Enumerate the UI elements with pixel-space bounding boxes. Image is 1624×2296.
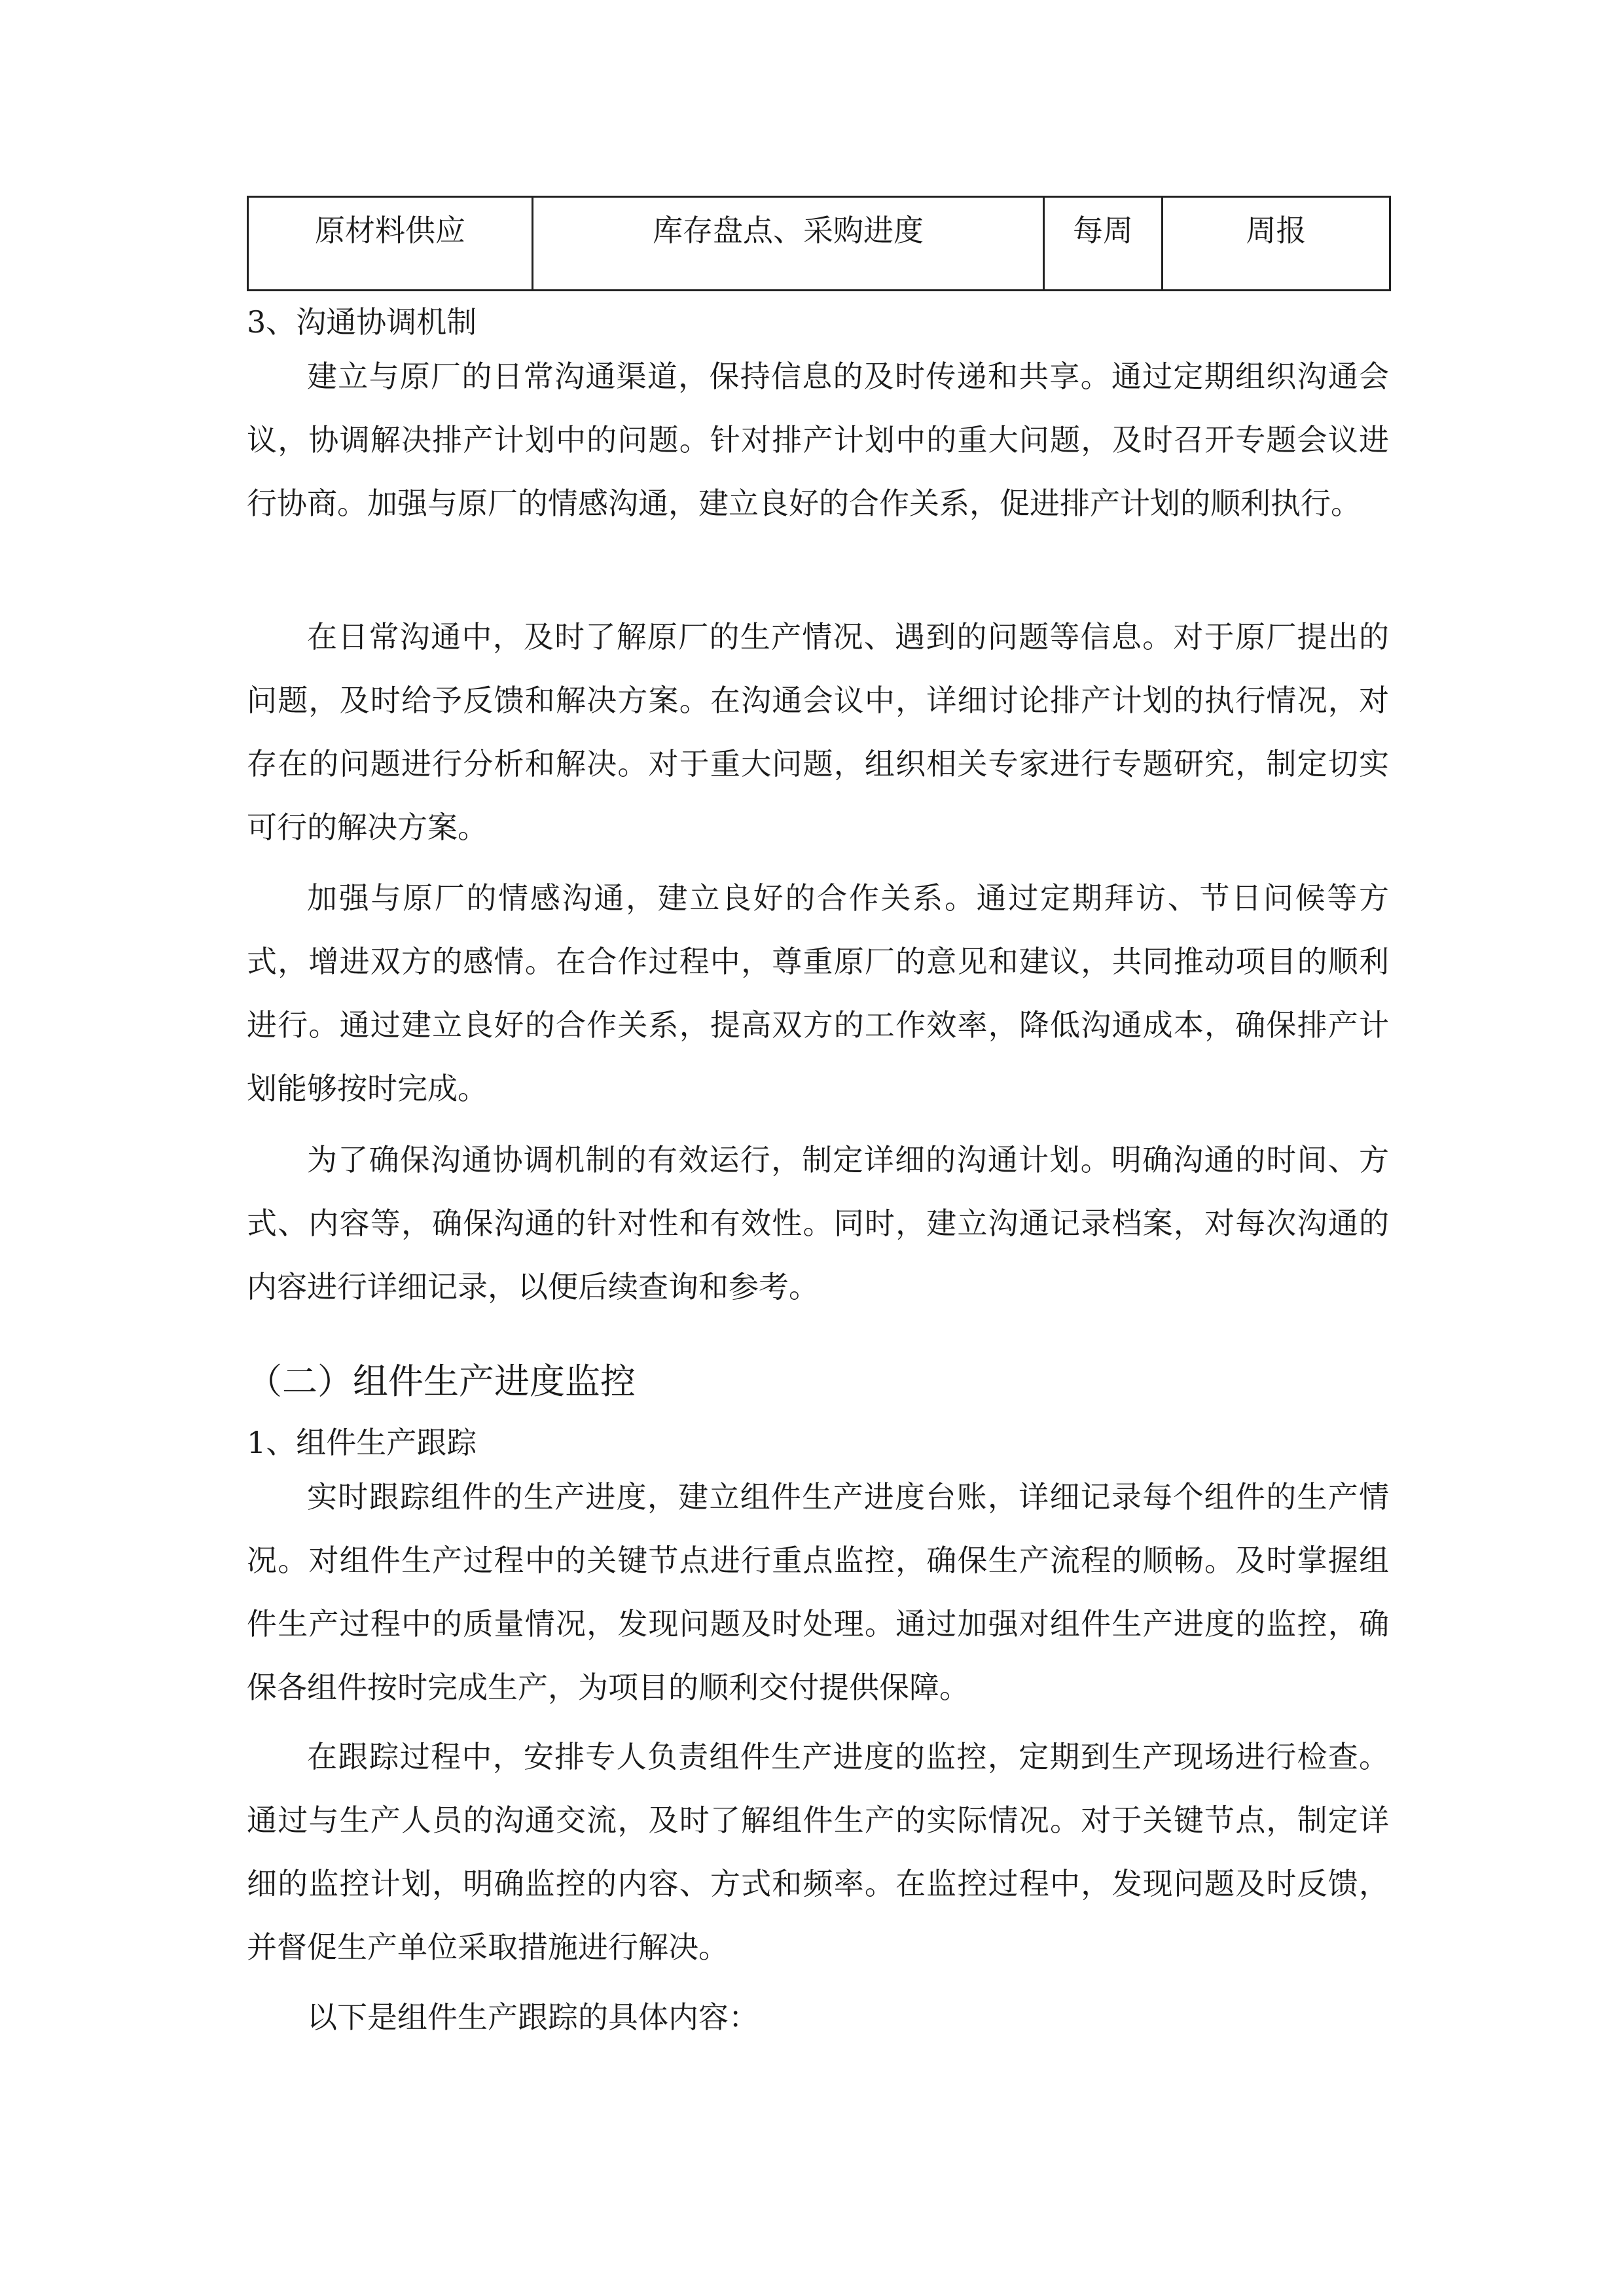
paragraph: 建立与原厂的日常沟通渠道，保持信息的及时传递和共享。通过定期组织沟通会议，协调解决排产计划中的问题。针对排产计划中的重大问题，及时召开专题会议进行协商。加强与原厂的情感沟通，建立良好的合作关系，促进排产计划的顺利执行。 <box>247 359 1389 521</box>
part-heading-progress-monitoring: （二）组件生产进度监控 <box>247 1361 636 1402</box>
section-heading-communication: 3、沟通协调机制 <box>247 304 477 340</box>
table-cell-frequency: 每周 <box>1044 197 1163 291</box>
paragraph: 加强与原厂的情感沟通，建立良好的合作关系。通过定期拜访、节日问候等方式，增进双方的感情。在合作过程中，尊重原厂的意见和建议，共同推动项目的顺利进行。通过建立良好的合作关系，提高双方的工作效率，降低沟通成本，确保排产计划能够按时完成。 <box>247 880 1389 1106</box>
paragraph: 在跟踪过程中，安排专人负责组件生产进度的监控，定期到生产现场进行检查。通过与生产人员的沟通交流，及时了解组件生产的实际情况。对于关键节点，制定详细的监控计划，明确监控的内容、方式和频率。在监控过程中，发现问题及时反馈，并督促生产单位采取措施进行解决。 <box>247 1739 1389 1965</box>
table-cell-item: 原材料供应 <box>248 197 533 291</box>
paragraph: 以下是组件生产跟踪的具体内容： <box>307 2000 759 2035</box>
paragraph: 实时跟踪组件的生产进度，建立组件生产进度台账，详细记录每个组件的生产情况。对组件生产过程中的关键节点进行重点监控，确保生产流程的顺畅。及时掌握组件生产过程中的质量情况，发现问题及时处理。通过加强对组件生产进度的监控，确保各组件按时完成生产，为项目的顺利交付提供保障。 <box>247 1479 1389 1705</box>
table-cell-content: 库存盘点、采购进度 <box>533 197 1044 291</box>
table-cell-format: 周报 <box>1163 197 1390 291</box>
paragraph: 在日常沟通中，及时了解原厂的生产情况、遇到的问题等信息。对于原厂提出的问题，及时给予反馈和解决方案。在沟通会议中，详细讨论排产计划的执行情况，对存在的问题进行分析和解决。对于重大问题，组织相关专家进行专题研究，制定切实可行的解决方案。 <box>247 619 1389 845</box>
subsection-heading-tracking: 1、组件生产跟踪 <box>247 1425 477 1460</box>
paragraph: 为了确保沟通协调机制的有效运行，制定详细的沟通计划。明确沟通的时间、方式、内容等，确保沟通的针对性和有效性。同时，建立沟通记录档案，对每次沟通的内容进行详细记录，以便后续查询和参考。 <box>247 1142 1389 1304</box>
table-row <box>248 197 1390 291</box>
supply-table <box>247 196 1391 291</box>
